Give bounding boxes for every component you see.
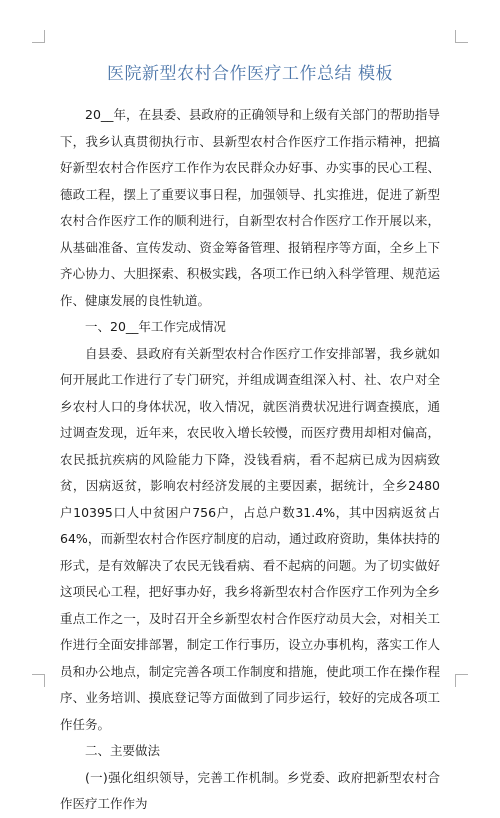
intro-paragraph: 20__年，在县委、县政府的正确领导和上级有关部门的帮助指导下，我乡认真贯彻执行市、县新型农村合作医疗工作指示精神，把搞好新型农村合作医疗工作作为农民群众办好事、办实事的民心工程、德政工程，摆上了重要议事日程，加强领导、扎实推进，促进了新型农村合作医疗工作的顺利进行，自新型农村合作医疗工作开展以来，从基础准备、宣传发动、资金筹备管理、报销程序等方面，全乡上下齐心协力、大胆探索、积极实践，各项工作已纳入科学管理、规范运作、健康发展的良性轨道。 bbox=[60, 107, 440, 308]
crop-mark-top-right bbox=[455, 30, 468, 43]
section-heading-one: 一、20__年工作完成情况 bbox=[85, 319, 226, 334]
crop-mark-bottom-left bbox=[32, 674, 45, 687]
document-body bbox=[60, 102, 440, 818]
crop-mark-bottom-right bbox=[455, 674, 468, 687]
section-heading-two: 二、主要做法 bbox=[85, 743, 161, 758]
crop-mark-top-left bbox=[32, 30, 45, 43]
subsection-paragraph: (一)强化组织领导，完善工作机制。乡党委、政府把新型农村合作医疗工作作为 bbox=[60, 769, 440, 811]
document-title: 医院新型农村合作医疗工作总结 模板 bbox=[107, 64, 393, 84]
section-one-paragraph: 自县委、县政府有关新型农村合作医疗工作安排部署，我乡就如何开展此工作进行了专门研究，并组成调查组深入村、社、农户对全乡农村人口的身体状况，收入情况，就医消费状况进行调查摸底，通过调查发现，近年来，农民收入增长较慢，而医疗费用却相对偏高，农民抵抗疾病的风险能力下降，没钱看病，看不起病已成为因病致贫，因病返贫，影响农村经济发展的主要因素，据统计，全乡2480户10395口人中贫困户756户，占总户数31.4%，其中因病返贫占64%，而新型农村合作医疗制度的启动，通过政府资助，集体扶持的形式，是有效解决了农民无钱看病、看不起病的问题。为了切实做好这项民心工程，把好事办好，我乡将新型农村合作医疗工作列为全乡重点工作之一，及时召开全乡新型农村合作医疗动员大会，对相关工作进行全面安排部署，制定工作行事历，设立办事机构，落实工作人员和办公地点，制定完善各项工作制度和措施，使此项工作在操作程序、业务培训、摸底登记等方面做到了同步运行，较好的完成各项工作任务。 bbox=[60, 345, 440, 732]
